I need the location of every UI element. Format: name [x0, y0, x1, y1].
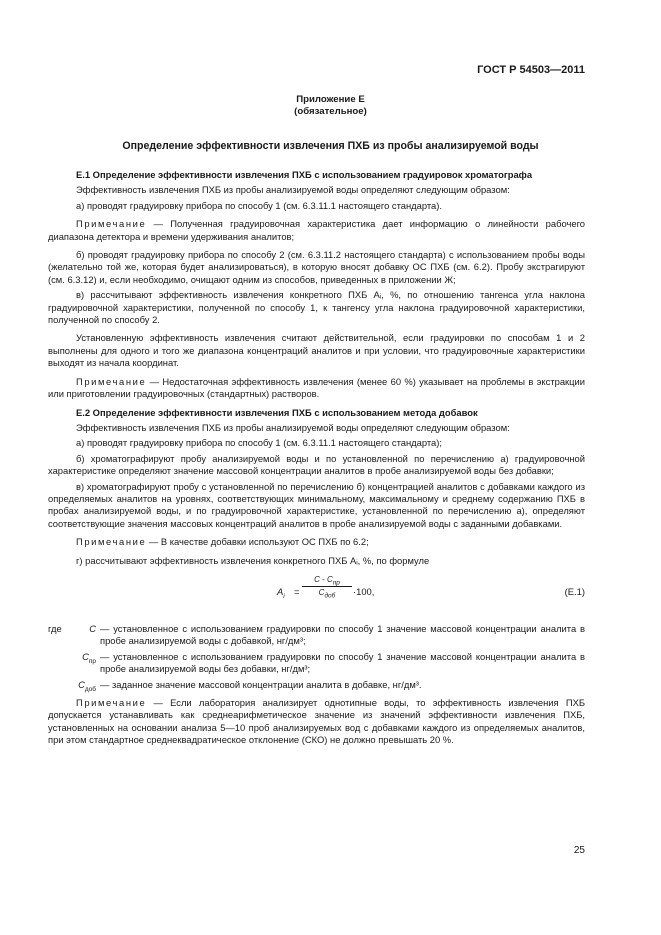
list-item: г) рассчитывают эффективность извлечения конкретного ПХБ Aᵢ, %, по формуле	[76, 554, 430, 566]
note	[48, 697, 585, 747]
note-label: Примечание	[76, 697, 147, 708]
where-symbol: C	[82, 650, 89, 662]
note-label: Примечание	[76, 536, 147, 548]
formula-number: (Е.1)	[564, 585, 585, 597]
appendix-status: (обязательное)	[294, 106, 367, 117]
note-label: Примечание	[76, 218, 147, 230]
list-item: б) хроматографируют пробу анализируемой воды и по установленной по перечислению а) градуировочной характеристике определяют значение массовой концентрации аналитов в пробе анализируемой воды без добавки;	[48, 452, 585, 477]
list-item: а) проводят градуировку прибора по способу 1 (см. 6.3.11.1 настоящего стандарта);	[76, 437, 442, 449]
note	[48, 218, 585, 243]
formula-e1	[48, 573, 585, 617]
where-definition: — установленное с использованием градуировки по способу 1 значение массовой концентрации аналита в пробе анализируемой воды с добавкой, нг/дм³;	[100, 622, 585, 647]
where-symbol: C	[78, 678, 85, 690]
list-item: б) проводят градуировку прибора по способу 2 (см. 6.3.11.2 настоящего стандарта) с использованием пробы воды (желательно той же, которая будет анализироваться), в которую вносят добавку ОС ПХБ (см. 6.2). Пробу экстрагируют (см. 6.3.12) и, если необходимо, очищают одним из способов, приведенных в приложении Ж;	[48, 249, 585, 285]
note	[48, 536, 585, 548]
where-definition: — заданное значение массовой концентрации аналита в добавке, нг/дм³.	[100, 678, 422, 690]
where-lead: где	[48, 622, 62, 634]
paragraph: Эффективность извлечения ПХБ из пробы анализируемой воды определяют следующим образом:	[76, 421, 510, 433]
where-block	[48, 623, 585, 691]
note-text: — Недостаточная эффективность извлечения (менее 60 %) указывает на проблемы в экстракции или приготовлении градуировочных (стандартных) растворов.	[48, 375, 585, 400]
list-item: в) рассчитывают эффективность извлечения конкретного ПХБ Aᵢ, %, по отношению тангенса угла наклона градуировочной характеристики, полученной по способу 1, к тангенсу угла наклона градуировочной характеристики, полученной по способу 2.	[48, 289, 585, 326]
section-heading-e1: Е.1 Определение эффективности извлечения ПХБ с использованием градуировок хроматографа	[76, 169, 533, 180]
where-symbol: C	[89, 622, 96, 634]
where-definition: — установленное с использованием градуировки по способу 1 значение массовой концентрации аналита в пробе анализируемой воды без добавки, нг/дм³;	[100, 650, 585, 675]
paragraph: Установленную эффективность извлечения считают действительной, если градуировки по способам 1 и 2 выполнены для одного и того же диапазона концентраций аналитов и при условии, что градуировочные характеристики выходят из начала координат.	[48, 332, 585, 369]
formula-multiplier: ·100,	[353, 585, 375, 597]
where-row: $C_{пр}$ — установленное с использованием градуировки по способу 1 значение массовой концентрации аналита в пробе анализируемой воды без добавки, нг/дм³;	[82, 650, 585, 675]
list-item: а) проводят градуировку прибора по способу 1 (см. 6.3.11.1 настоящего стандарта).	[76, 199, 442, 211]
formula-lhs: $A_i$	[277, 585, 285, 600]
formula-equals: =	[294, 585, 300, 597]
standard-header: ГОСТ Р 54503—2011	[477, 64, 585, 76]
formula-denominator: $C_{доб}$	[318, 587, 336, 600]
page-title: Определение эффективности извлечения ПХБ из пробы анализируемой воды	[122, 140, 539, 152]
where-row: $C_{доб}$ — заданное значение массовой концентрации аналита в добавке, нг/дм³.	[48, 679, 585, 691]
note	[48, 376, 585, 401]
paragraph: Эффективность извлечения ПХБ из пробы анализируемой воды определяют следующим образом:	[76, 184, 510, 196]
note-label: Примечание	[76, 375, 147, 387]
page-number: 25	[573, 845, 585, 856]
formula-fraction	[302, 575, 352, 598]
list-item: в) хроматографируют пробу с установленной по перечислению б) концентрацией аналитов с добавками каждого из определяемых аналитов на уровнях, соответствующих минимальному, максимальному и среднему содержанию ПХБ в пробах анализируемой воды, и по градуировочной характеристике, установленной по перечислению а), определяют соответствующие значения массовых концентраций аналитов в пробе анализируемой воды с заданными добавками.	[48, 480, 585, 529]
note-text: — В качестве добавки используют ОС ПХБ по 6.2;	[148, 536, 369, 548]
where-row	[48, 623, 585, 648]
appendix-label: Приложение Е	[296, 94, 365, 105]
section-heading-e2: Е.2 Определение эффективности извлечения ПХБ с использованием метода добавок	[76, 406, 478, 418]
note-text: — Если лаборатория анализирует однотипные воды, то эффективность извлечения ПХБ допускается устанавливать как среднеарифметическое значение из значений эффективности извлечения ПХБ, установленных на основании анализа 5—10 проб анализируемых вод с добавками каждого из определяемых аналитов, при этом стандартное среднеквадратическое отклонение (СКО) не должно превышать 20 %.	[48, 697, 585, 746]
note-text: — Полученная градуировочная характеристика дает информацию о линейности рабочего диапазона детектора и времени удерживания аналитов;	[48, 218, 586, 242]
document-body	[48, 165, 585, 750]
formula-numerator: C - $C_{пр}$	[302, 575, 352, 587]
